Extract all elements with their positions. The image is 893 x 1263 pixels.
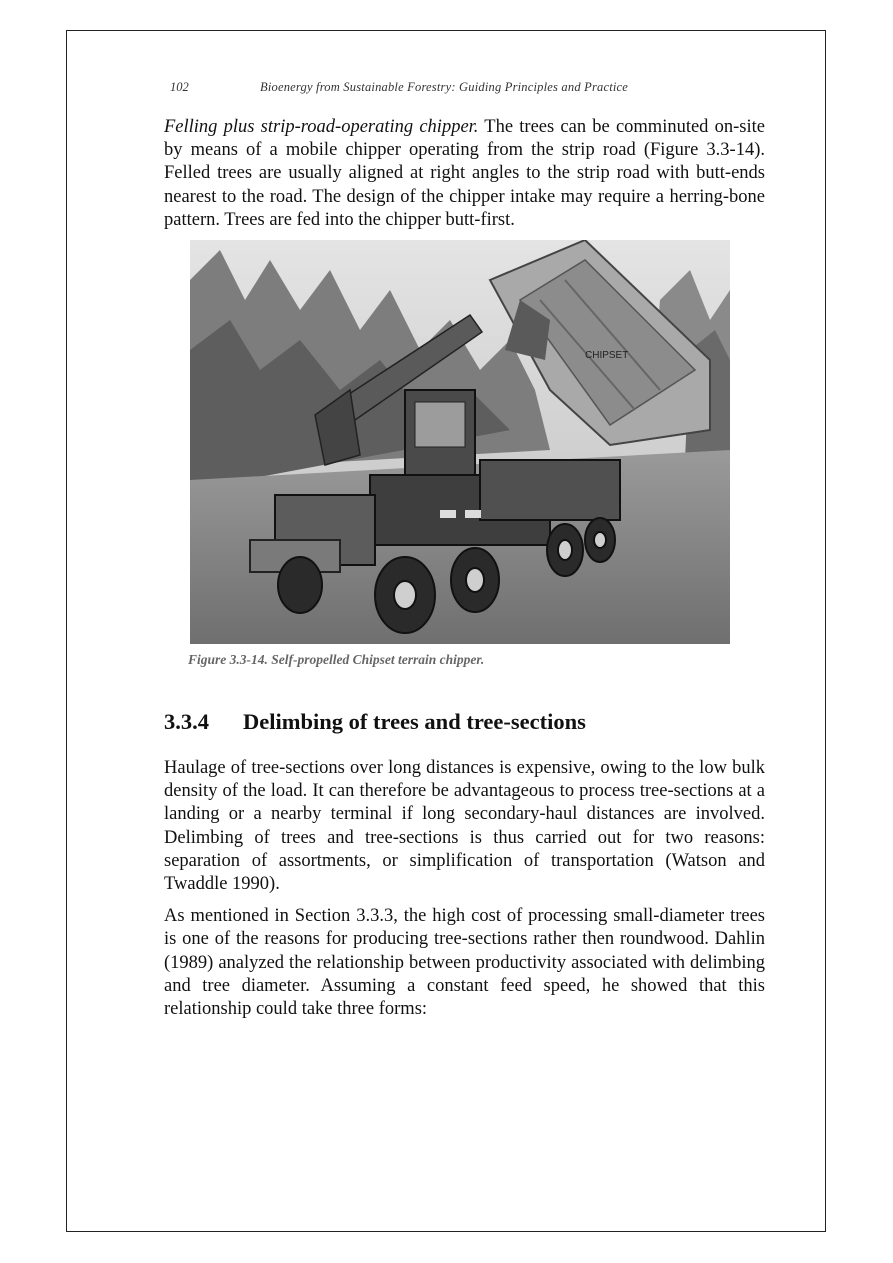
body-text bbox=[164, 757, 765, 1021]
figure-caption: Figure 3.3-14. Self-propelled Chipset terrain chipper. bbox=[188, 652, 485, 667]
section-heading bbox=[164, 709, 765, 735]
paragraph-chipper bbox=[164, 116, 765, 232]
paragraph-dahlin: As mentioned in Section 3.3.3, the high cost of processing small-diameter trees is one of the reasons for producing tree-sections rather then roundwood. Dahlin (1989) analyzed the relationship between productivity associated with delimbing and tree diameter. Assuming a constant feed speed, he showed that this relationship could take three forms: bbox=[164, 906, 765, 1020]
vehicle-brand-label: CHIPSET bbox=[585, 350, 629, 361]
section-number: 3.3.4 bbox=[164, 709, 209, 734]
running-title: Bioenergy from Sustainable Forestry: Guiding Principles and Practice bbox=[260, 80, 629, 94]
run-in-heading: Felling plus strip-road-operating chipper. bbox=[164, 117, 479, 137]
chipper-photo bbox=[190, 240, 730, 644]
page-number: 102 bbox=[170, 80, 189, 94]
figure-photo bbox=[190, 240, 730, 644]
paragraph-haulage: Haulage of tree-sections over long distances is expensive, owing to the low bulk density of the load. It can therefore be advantageous to process tree-sections at a landing or a nearby terminal if long secondary-haul distances are involved. Delimbing of trees and tree-sections is thus carried out for two reasons: separation of assortments, or simplification of transportation (Watson and Twaddle 1990). bbox=[164, 758, 765, 895]
section-title: Delimbing of trees and tree-sections bbox=[243, 709, 586, 734]
paragraph-chipper-text: The trees can be comminuted on-site by means of a mobile chipper operating from the strip road (Figure 3.3-14). Felled trees are usually aligned at right angles to the strip road with butt-ends nearest to the road. The design of the chipper intake may require a herring-bone pattern. Trees are fed into the chipper butt-first. bbox=[164, 117, 765, 230]
running-header bbox=[170, 80, 770, 98]
